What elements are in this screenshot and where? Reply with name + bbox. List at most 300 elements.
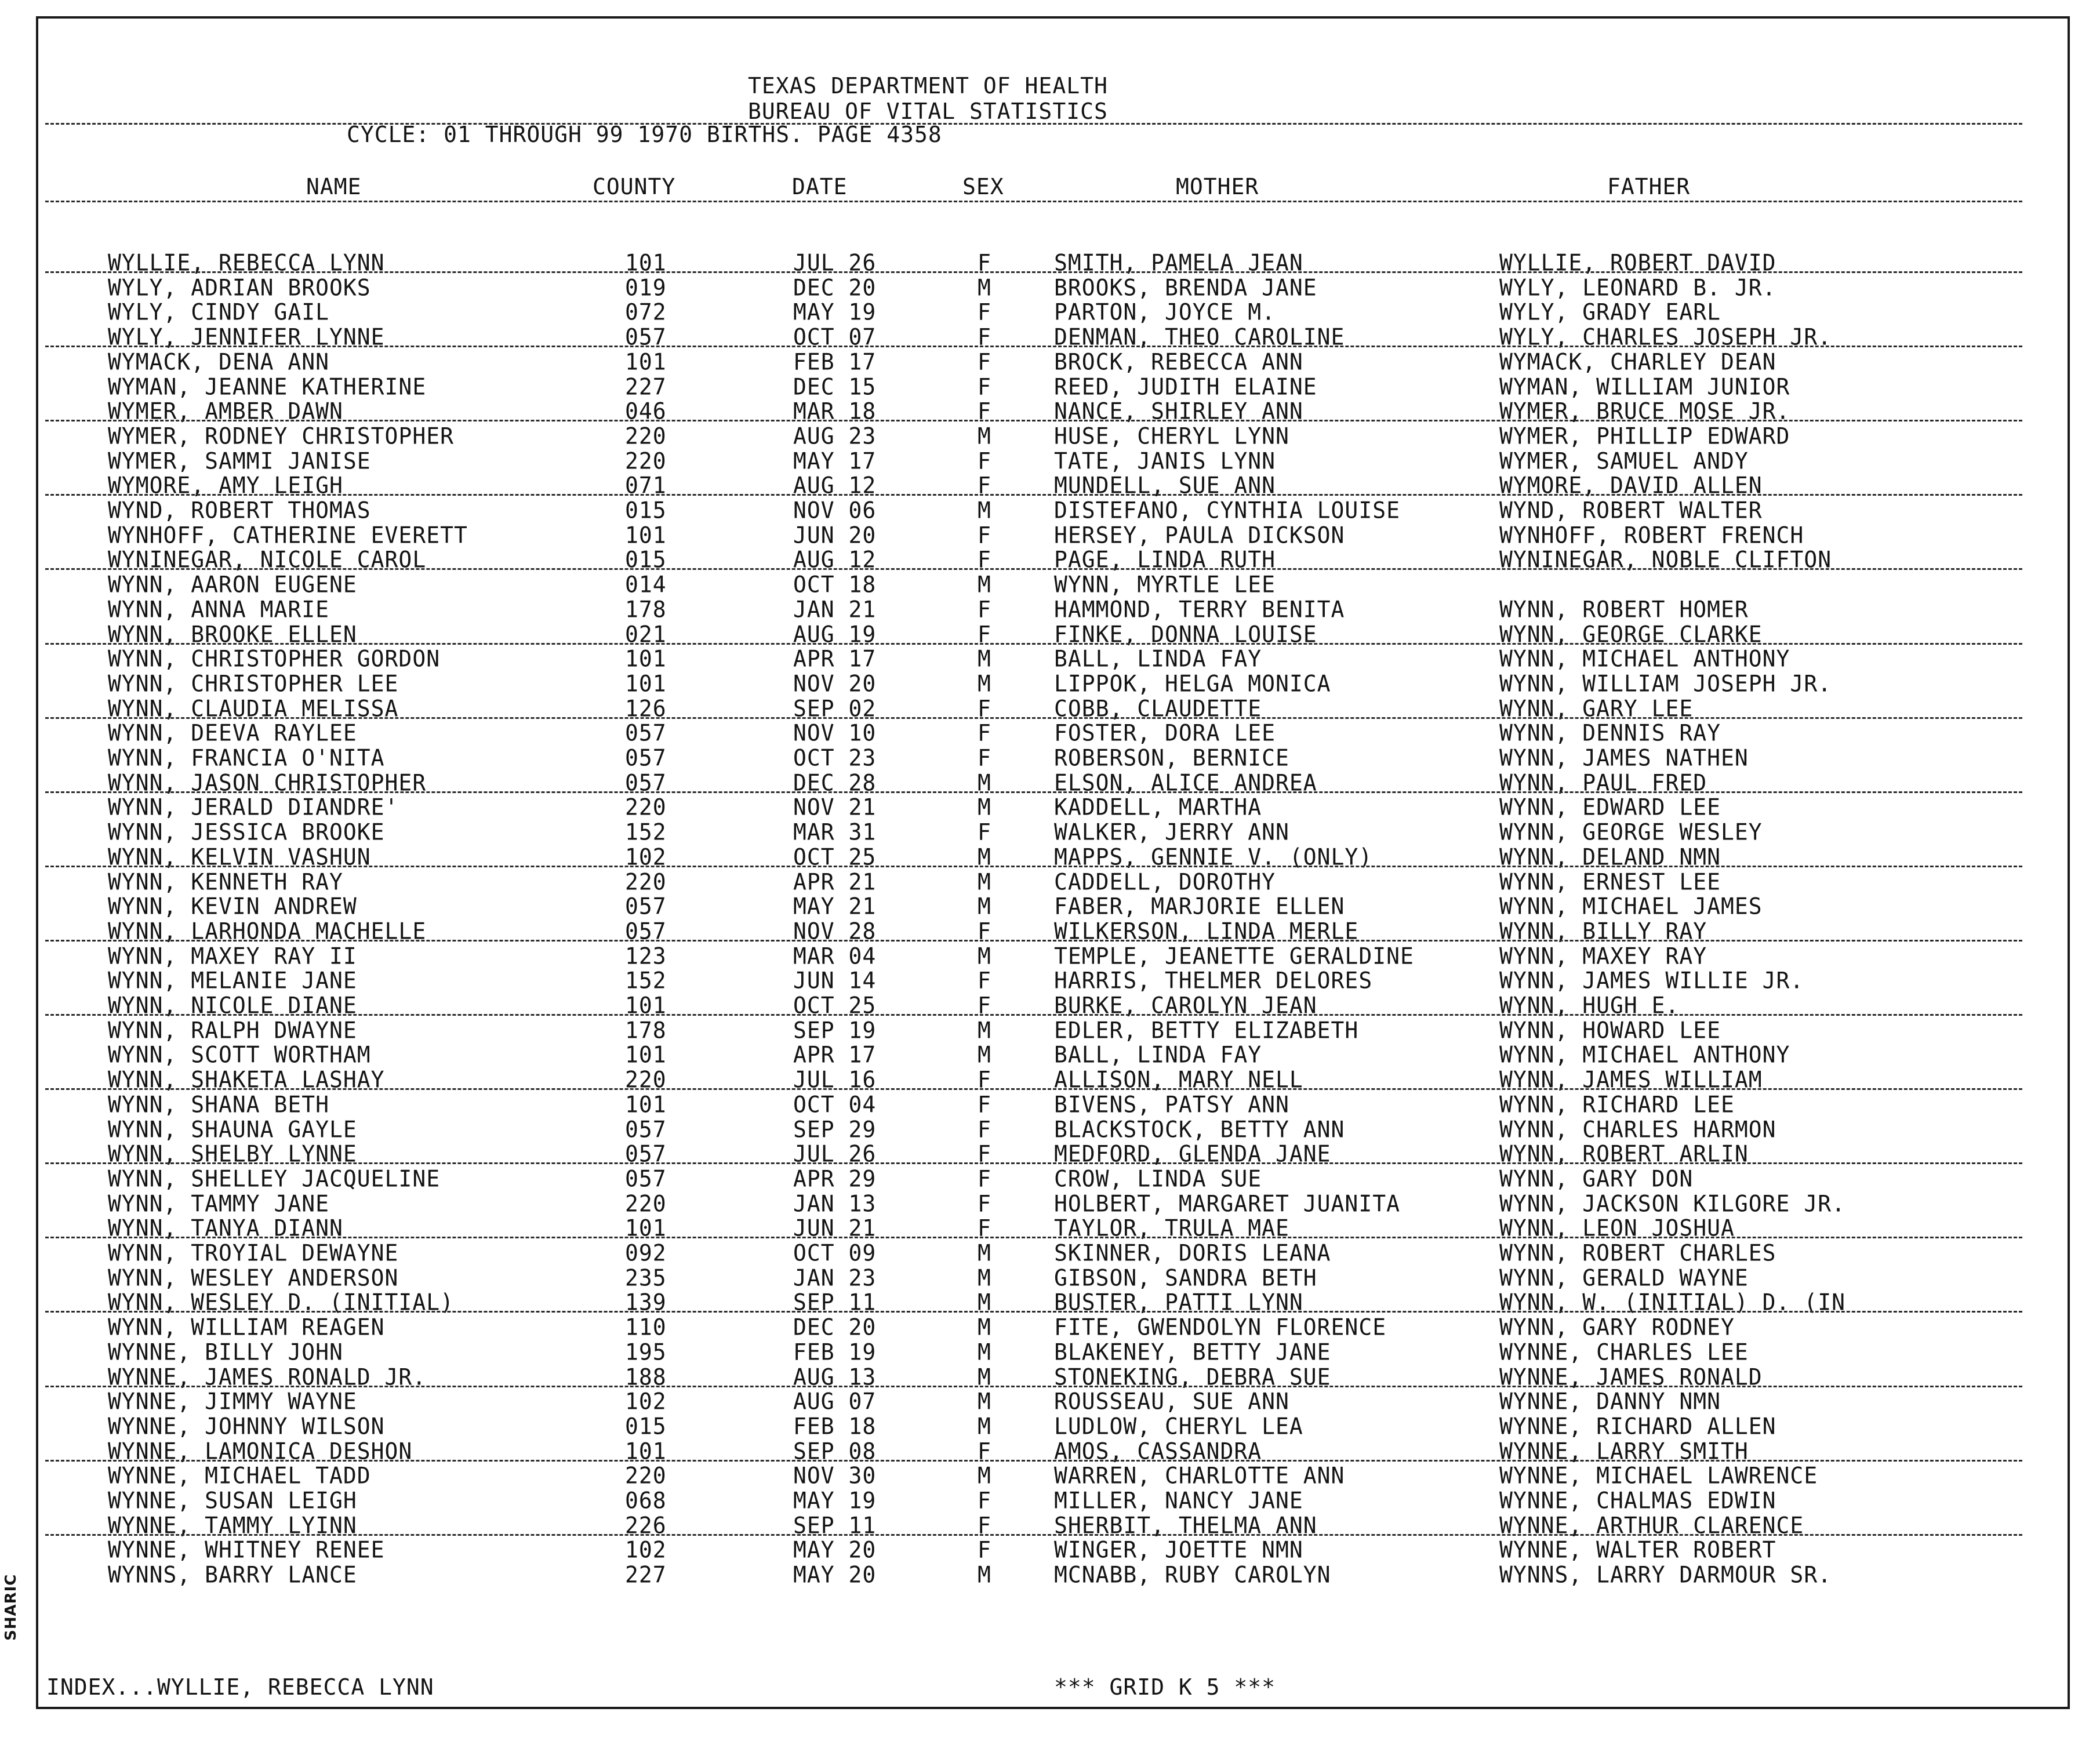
record-mother: BLAKENEY, BETTY JANE <box>1054 1338 1331 1365</box>
record-father: WYNHOFF, ROBERT FRENCH <box>1499 521 1804 548</box>
record-sex: F <box>978 249 991 276</box>
record-name: WYNN, KEVIN ANDREW <box>108 893 357 919</box>
record-father: WYND, ROBERT WALTER <box>1499 497 1763 524</box>
record-sex: F <box>978 521 991 548</box>
record-sex: M <box>978 274 991 301</box>
record-mother: EDLER, BETTY ELIZABETH <box>1054 1016 1359 1044</box>
record-sex: M <box>978 1412 991 1440</box>
column-header-sex: SEX <box>962 174 1004 199</box>
record-county: 072 <box>625 299 667 326</box>
row-separator <box>45 271 2022 273</box>
record-date: DEC 28 <box>793 769 877 796</box>
record-date: JUL 26 <box>793 249 877 276</box>
record-sex: F <box>978 1536 991 1564</box>
record-name: WYNN, WESLEY ANDERSON <box>108 1264 399 1291</box>
record-mother: HARRIS, THELMER DELORES <box>1054 967 1373 994</box>
record-county: 101 <box>625 1041 667 1068</box>
record-date: JUL 16 <box>793 1066 877 1093</box>
header-divider <box>45 123 2022 125</box>
record-name: WYMAN, JEANNE KATHERINE <box>108 373 427 400</box>
record-name: WYNNE, WHITNEY RENEE <box>108 1536 385 1564</box>
record-sex: F <box>978 1115 991 1143</box>
record-county: 102 <box>625 1536 667 1564</box>
record-county: 220 <box>625 1190 667 1217</box>
record-name: WYNN, TROYIAL DEWAYNE <box>108 1240 399 1266</box>
record-sex: M <box>978 1388 991 1415</box>
record-name: WYNN, JASON CHRISTOPHER <box>108 769 427 796</box>
record-father: WYNN, MICHAEL ANTHONY <box>1499 1041 1790 1068</box>
record-county: 015 <box>625 497 667 524</box>
record-date: OCT 25 <box>793 992 877 1019</box>
record-mother: MILLER, NANCY JANE <box>1054 1487 1303 1514</box>
record-name: WYNN, AARON EUGENE <box>108 571 357 598</box>
record-mother: MEDFORD, GLENDA JANE <box>1054 1140 1331 1167</box>
record-mother: BLACKSTOCK, BETTY ANN <box>1054 1115 1345 1143</box>
record-county: 227 <box>625 373 667 400</box>
record-date: FEB 17 <box>793 348 877 375</box>
record-date: SEP 08 <box>793 1437 877 1464</box>
record-sex: F <box>978 324 991 350</box>
record-father: WYLY, GRADY EARL <box>1499 299 1721 326</box>
record-name: WYNN, DEEVA RAYLEE <box>108 719 357 747</box>
row-separator <box>45 1311 2022 1313</box>
side-label: SHARIC <box>2 1573 20 1641</box>
record-father: WYNN, JAMES WILLIAM <box>1499 1066 1763 1093</box>
record-mother: FINKE, DONNA LOUISE <box>1054 620 1317 648</box>
record-name: WYNN, NICOLE DIANE <box>108 992 357 1019</box>
record-date: APR 17 <box>793 1041 877 1068</box>
record-county: 057 <box>625 719 667 747</box>
record-date: JAN 21 <box>793 595 877 623</box>
record-county: 220 <box>625 1462 667 1489</box>
record-sex: F <box>978 1165 991 1192</box>
record-father: WYNNE, CHALMAS EDWIN <box>1499 1487 1776 1514</box>
record-sex: F <box>978 620 991 648</box>
record-county: 102 <box>625 1388 667 1415</box>
record-sex: M <box>978 868 991 895</box>
record-mother: WYNN, MYRTLE LEE <box>1054 571 1276 598</box>
record-county: 220 <box>625 422 667 449</box>
record-father: WYNN, GERALD WAYNE <box>1499 1264 1749 1291</box>
record-date: OCT 18 <box>793 571 877 598</box>
record-mother: NANCE, SHIRLEY ANN <box>1054 398 1303 424</box>
record-father: WYNNE, RICHARD ALLEN <box>1499 1412 1776 1440</box>
record-date: MAR 04 <box>793 942 877 969</box>
record-date: JUN 14 <box>793 967 877 994</box>
record-date: JAN 23 <box>793 1264 877 1291</box>
record-father: WYNN, ROBERT HOMER <box>1499 595 1749 623</box>
record-father: WYNN, JAMES NATHEN <box>1499 744 1749 771</box>
record-county: 152 <box>625 819 667 845</box>
record-name: WYNNE, SUSAN LEIGH <box>108 1487 357 1514</box>
record-mother: FITE, GWENDOLYN FLORENCE <box>1054 1314 1387 1340</box>
record-county: 046 <box>625 398 667 424</box>
record-father: WYNN, HOWARD LEE <box>1499 1016 1721 1044</box>
record-mother: MUNDELL, SUE ANN <box>1054 472 1276 499</box>
record-date: OCT 07 <box>793 324 877 350</box>
record-sex: F <box>978 1437 991 1464</box>
record-name: WYNN, BROOKE ELLEN <box>108 620 357 648</box>
record-county: 220 <box>625 1066 667 1093</box>
record-name: WYNNE, LAMONICA DESHON <box>108 1437 413 1464</box>
record-father: WYNN, HUGH E. <box>1499 992 1680 1019</box>
record-mother: REED, JUDITH ELAINE <box>1054 373 1317 400</box>
record-county: 057 <box>625 324 667 350</box>
record-date: OCT 25 <box>793 843 877 870</box>
record-mother: WILKERSON, LINDA MERLE <box>1054 917 1359 944</box>
record-date: MAR 31 <box>793 819 877 845</box>
row-separator <box>45 494 2022 496</box>
record-county: 101 <box>625 1437 667 1464</box>
record-father: WYNN, WILLIAM JOSEPH JR. <box>1499 670 1832 697</box>
record-county: 057 <box>625 769 667 796</box>
record-county: 226 <box>625 1511 667 1539</box>
record-county: 139 <box>625 1289 667 1316</box>
record-sex: F <box>978 398 991 424</box>
row-separator <box>45 1460 2022 1462</box>
record-date: APR 21 <box>793 868 877 895</box>
record-sex: M <box>978 942 991 969</box>
record-mother: DENMAN, THEO CAROLINE <box>1054 324 1345 350</box>
record-name: WYNN, SHAUNA GAYLE <box>108 1115 357 1143</box>
record-mother: ROUSSEAU, SUE ANN <box>1054 1388 1289 1415</box>
record-mother: KADDELL, MARTHA <box>1054 794 1262 821</box>
record-mother: BUSTER, PATTI LYNN <box>1054 1289 1303 1316</box>
record-mother: FOSTER, DORA LEE <box>1054 719 1276 747</box>
record-mother: WARREN, CHARLOTTE ANN <box>1054 1462 1345 1489</box>
record-mother: MCNABB, RUBY CAROLYN <box>1054 1561 1331 1588</box>
record-county: 101 <box>625 521 667 548</box>
record-county: 015 <box>625 1412 667 1440</box>
record-county: 057 <box>625 1115 667 1143</box>
record-father: WYNN, MICHAEL JAMES <box>1499 893 1763 919</box>
record-father: WYNNS, LARRY DARMOUR SR. <box>1499 1561 1832 1588</box>
record-county: 101 <box>625 1215 667 1242</box>
record-sex: F <box>978 744 991 771</box>
record-sex: M <box>978 1016 991 1044</box>
record-mother: ROBERSON, BERNICE <box>1054 744 1289 771</box>
record-county: 101 <box>625 249 667 276</box>
record-sex: F <box>978 546 991 573</box>
record-county: 220 <box>625 794 667 821</box>
record-name: WYNN, ANNA MARIE <box>108 595 330 623</box>
record-date: MAY 21 <box>793 893 877 919</box>
record-sex: F <box>978 695 991 722</box>
record-father: WYNN, GARY LEE <box>1499 695 1694 722</box>
record-sex: F <box>978 1140 991 1167</box>
record-name: WYNN, RALPH DWAYNE <box>108 1016 357 1044</box>
record-date: SEP 19 <box>793 1016 877 1044</box>
record-name: WYNN, LARHONDA MACHELLE <box>108 917 427 944</box>
record-date: SEP 11 <box>793 1511 877 1539</box>
record-sex: F <box>978 472 991 499</box>
record-sex: M <box>978 497 991 524</box>
record-date: MAY 17 <box>793 447 877 474</box>
record-sex: F <box>978 1066 991 1093</box>
column-header-father: FATHER <box>1607 174 1691 199</box>
record-county: 123 <box>625 942 667 969</box>
record-father: WYNN, MICHAEL ANTHONY <box>1499 645 1790 672</box>
column-header-date: DATE <box>792 174 848 199</box>
record-date: AUG 07 <box>793 1388 877 1415</box>
record-name: WYNN, JERALD DIANDRE' <box>108 794 399 821</box>
record-father: WYNN, ERNEST LEE <box>1499 868 1721 895</box>
record-county: 057 <box>625 1165 667 1192</box>
record-county: 068 <box>625 1487 667 1514</box>
record-sex: M <box>978 645 991 672</box>
row-separator <box>45 1237 2022 1238</box>
record-father: WYNNE, WALTER ROBERT <box>1499 1536 1776 1564</box>
record-name: WYNNE, JIMMY WAYNE <box>108 1388 357 1415</box>
record-date: MAY 19 <box>793 299 877 326</box>
record-sex: M <box>978 843 991 870</box>
record-mother: BALL, LINDA FAY <box>1054 1041 1262 1068</box>
record-mother: STONEKING, DEBRA SUE <box>1054 1363 1331 1390</box>
record-mother: SKINNER, DORIS LEANA <box>1054 1240 1331 1266</box>
record-name: WYNN, SHELBY LYNNE <box>108 1140 357 1167</box>
record-sex: F <box>978 1487 991 1514</box>
record-sex: M <box>978 794 991 821</box>
row-separator <box>45 1162 2022 1164</box>
record-name: WYNN, TANYA DIANN <box>108 1215 343 1242</box>
row-separator <box>45 568 2022 570</box>
record-name: WYLY, CINDY GAIL <box>108 299 330 326</box>
record-date: DEC 15 <box>793 373 877 400</box>
footer-index: INDEX...WYLLIE, REBECCA LYNN <box>46 1674 434 1700</box>
footer-grid: *** GRID K 5 *** <box>1054 1674 1276 1700</box>
record-sex: F <box>978 1511 991 1539</box>
record-father: WYNN, DENNIS RAY <box>1499 719 1721 747</box>
row-separator <box>45 346 2022 347</box>
record-county: 101 <box>625 1091 667 1118</box>
record-name: WYNN, SHANA BETH <box>108 1091 330 1118</box>
record-date: AUG 12 <box>793 546 877 573</box>
record-sex: M <box>978 1462 991 1489</box>
record-date: APR 29 <box>793 1165 877 1192</box>
record-father: WYNN, PAUL FRED <box>1499 769 1707 796</box>
record-date: AUG 13 <box>793 1363 877 1390</box>
record-mother: BURKE, CAROLYN JEAN <box>1054 992 1317 1019</box>
record-father: WYLLIE, ROBERT DAVID <box>1499 249 1776 276</box>
record-name: WYNNS, BARRY LANCE <box>108 1561 357 1588</box>
record-name: WYNN, CLAUDIA MELISSA <box>108 695 399 722</box>
record-date: SEP 29 <box>793 1115 877 1143</box>
record-mother: HUSE, CHERYL LYNN <box>1054 422 1289 449</box>
record-mother: HOLBERT, MARGARET JUANITA <box>1054 1190 1400 1217</box>
row-separator <box>45 791 2022 793</box>
record-father: WYNN, CHARLES HARMON <box>1499 1115 1776 1143</box>
record-date: NOV 28 <box>793 917 877 944</box>
record-mother: PAGE, LINDA RUTH <box>1054 546 1276 573</box>
record-sex: M <box>978 670 991 697</box>
record-mother: GIBSON, SANDRA BETH <box>1054 1264 1317 1291</box>
record-date: APR 17 <box>793 645 877 672</box>
record-county: 071 <box>625 472 667 499</box>
record-date: FEB 19 <box>793 1338 877 1365</box>
record-father: WYLY, CHARLES JOSEPH JR. <box>1499 324 1832 350</box>
record-mother: DISTEFANO, CYNTHIA LOUISE <box>1054 497 1400 524</box>
record-date: OCT 23 <box>793 744 877 771</box>
record-mother: HERSEY, PAULA DICKSON <box>1054 521 1345 548</box>
record-sex: F <box>978 348 991 375</box>
record-county: 101 <box>625 670 667 697</box>
record-date: AUG 12 <box>793 472 877 499</box>
header-title: TEXAS DEPARTMENT OF HEALTH <box>748 73 1108 99</box>
record-date: MAY 19 <box>793 1487 877 1514</box>
record-sex: M <box>978 893 991 919</box>
record-father: WYNNE, DANNY NMN <box>1499 1388 1721 1415</box>
record-sex: M <box>978 422 991 449</box>
record-father: WYMER, PHILLIP EDWARD <box>1499 422 1790 449</box>
record-date: JUN 21 <box>793 1215 877 1242</box>
record-father: WYNN, LEON JOSHUA <box>1499 1215 1735 1242</box>
record-father: WYNN, BILLY RAY <box>1499 917 1707 944</box>
record-mother: SMITH, PAMELA JEAN <box>1054 249 1303 276</box>
record-father: WYNN, GARY DON <box>1499 1165 1694 1192</box>
record-sex: F <box>978 819 991 845</box>
record-sex: F <box>978 1215 991 1242</box>
record-sex: M <box>978 1289 991 1316</box>
record-name: WYNHOFF, CATHERINE EVERETT <box>108 521 468 548</box>
row-separator <box>45 1088 2022 1090</box>
record-county: 101 <box>625 348 667 375</box>
record-county: 057 <box>625 1140 667 1167</box>
record-county: 152 <box>625 967 667 994</box>
record-name: WYNN, WESLEY D. (INITIAL) <box>108 1289 454 1316</box>
record-name: WYLY, ADRIAN BROOKS <box>108 274 371 301</box>
record-name: WYNN, MAXEY RAY II <box>108 942 357 969</box>
record-father: WYNINEGAR, NOBLE CLIFTON <box>1499 546 1832 573</box>
record-name: WYMER, RODNEY CHRISTOPHER <box>108 422 454 449</box>
record-county: 092 <box>625 1240 667 1266</box>
record-sex: M <box>978 1240 991 1266</box>
record-county: 188 <box>625 1363 667 1390</box>
record-father: WYMER, BRUCE MOSE JR. <box>1499 398 1790 424</box>
record-mother: AMOS, CASSANDRA <box>1054 1437 1262 1464</box>
record-date: SEP 02 <box>793 695 877 722</box>
record-name: WYNN, JESSICA BROOKE <box>108 819 385 845</box>
record-father: WYMAN, WILLIAM JUNIOR <box>1499 373 1790 400</box>
row-separator <box>45 866 2022 867</box>
record-mother: LUDLOW, CHERYL LEA <box>1054 1412 1303 1440</box>
record-name: WYND, ROBERT THOMAS <box>108 497 371 524</box>
record-sex: F <box>978 373 991 400</box>
record-mother: BALL, LINDA FAY <box>1054 645 1262 672</box>
record-date: DEC 20 <box>793 1314 877 1340</box>
record-sex: F <box>978 719 991 747</box>
record-father: WYMACK, CHARLEY DEAN <box>1499 348 1776 375</box>
record-mother: ALLISON, MARY NELL <box>1054 1066 1303 1093</box>
record-name: WYNNE, BILLY JOHN <box>108 1338 343 1365</box>
record-name: WYNN, FRANCIA O'NITA <box>108 744 385 771</box>
record-father: WYNNE, CHARLES LEE <box>1499 1338 1749 1365</box>
record-county: 057 <box>625 917 667 944</box>
record-mother: HAMMOND, TERRY BENITA <box>1054 595 1345 623</box>
record-date: NOV 21 <box>793 794 877 821</box>
record-name: WYNINEGAR, NICOLE CAROL <box>108 546 427 573</box>
record-county: 014 <box>625 571 667 598</box>
record-name: WYNN, SHAKETA LASHAY <box>108 1066 385 1093</box>
record-sex: F <box>978 967 991 994</box>
record-date: JAN 13 <box>793 1190 877 1217</box>
record-father: WYNN, GARY RODNEY <box>1499 1314 1735 1340</box>
record-sex: M <box>978 571 991 598</box>
header-cycle: CYCLE: 01 THROUGH 99 1970 BIRTHS. PAGE 4358 <box>347 122 942 147</box>
record-name: WYMER, SAMMI JANISE <box>108 447 371 474</box>
record-county: 102 <box>625 843 667 870</box>
record-mother: BROOKS, BRENDA JANE <box>1054 274 1317 301</box>
record-name: WYNN, CHRISTOPHER GORDON <box>108 645 441 672</box>
record-father: WYNNE, LARRY SMITH <box>1499 1437 1749 1464</box>
record-name: WYNN, KENNETH RAY <box>108 868 343 895</box>
record-sex: M <box>978 1363 991 1390</box>
record-county: 227 <box>625 1561 667 1588</box>
record-county: 195 <box>625 1338 667 1365</box>
record-father: WYNN, W. (INITIAL) D. (IN <box>1499 1289 1845 1316</box>
record-father: WYNN, MAXEY RAY <box>1499 942 1707 969</box>
record-county: 110 <box>625 1314 667 1340</box>
record-name: WYMER, AMBER DAWN <box>108 398 343 424</box>
record-date: NOV 06 <box>793 497 877 524</box>
column-header-name: NAME <box>306 174 362 199</box>
record-name: WYNN, SHELLEY JACQUELINE <box>108 1165 441 1192</box>
record-mother: MAPPS, GENNIE V. (ONLY) <box>1054 843 1373 870</box>
record-father: WYNN, GEORGE CLARKE <box>1499 620 1763 648</box>
record-date: NOV 20 <box>793 670 877 697</box>
record-name: WYNN, CHRISTOPHER LEE <box>108 670 399 697</box>
record-date: JUL 26 <box>793 1140 877 1167</box>
record-father: WYNN, RICHARD LEE <box>1499 1091 1735 1118</box>
record-father: WYMER, SAMUEL ANDY <box>1499 447 1749 474</box>
record-mother: CADDELL, DOROTHY <box>1054 868 1276 895</box>
record-county: 220 <box>625 447 667 474</box>
record-sex: F <box>978 1190 991 1217</box>
record-date: OCT 09 <box>793 1240 877 1266</box>
row-separator <box>45 420 2022 421</box>
record-father: WYNN, EDWARD LEE <box>1499 794 1721 821</box>
record-county: 220 <box>625 868 667 895</box>
record-mother: PARTON, JOYCE M. <box>1054 299 1276 326</box>
record-date: OCT 04 <box>793 1091 877 1118</box>
record-name: WYNN, KELVIN VASHUN <box>108 843 371 870</box>
record-date: MAY 20 <box>793 1536 877 1564</box>
record-mother: TATE, JANIS LYNN <box>1054 447 1276 474</box>
record-date: AUG 23 <box>793 422 877 449</box>
record-county: 178 <box>625 1016 667 1044</box>
row-separator <box>45 1534 2022 1536</box>
record-sex: M <box>978 1561 991 1588</box>
record-county: 057 <box>625 744 667 771</box>
record-date: NOV 30 <box>793 1462 877 1489</box>
record-mother: LIPPOK, HELGA MONICA <box>1054 670 1331 697</box>
record-father: WYNN, JACKSON KILGORE JR. <box>1499 1190 1845 1217</box>
record-father: WYNN, ROBERT CHARLES <box>1499 1240 1776 1266</box>
record-name: WYMORE, AMY LEIGH <box>108 472 343 499</box>
record-mother: WINGER, JOETTE NMN <box>1054 1536 1303 1564</box>
record-mother: SHERBIT, THELMA ANN <box>1054 1511 1317 1539</box>
record-sex: M <box>978 769 991 796</box>
record-date: NOV 10 <box>793 719 877 747</box>
column-header-divider <box>45 201 2022 202</box>
record-father: WYNNE, JAMES RONALD <box>1499 1363 1763 1390</box>
record-date: MAY 20 <box>793 1561 877 1588</box>
header-subtitle: BUREAU OF VITAL STATISTICS <box>748 99 1108 124</box>
row-separator <box>45 643 2022 645</box>
record-sex: M <box>978 1041 991 1068</box>
column-header-county: COUNTY <box>593 174 676 199</box>
record-father: WYNN, GEORGE WESLEY <box>1499 819 1763 845</box>
record-sex: M <box>978 1264 991 1291</box>
